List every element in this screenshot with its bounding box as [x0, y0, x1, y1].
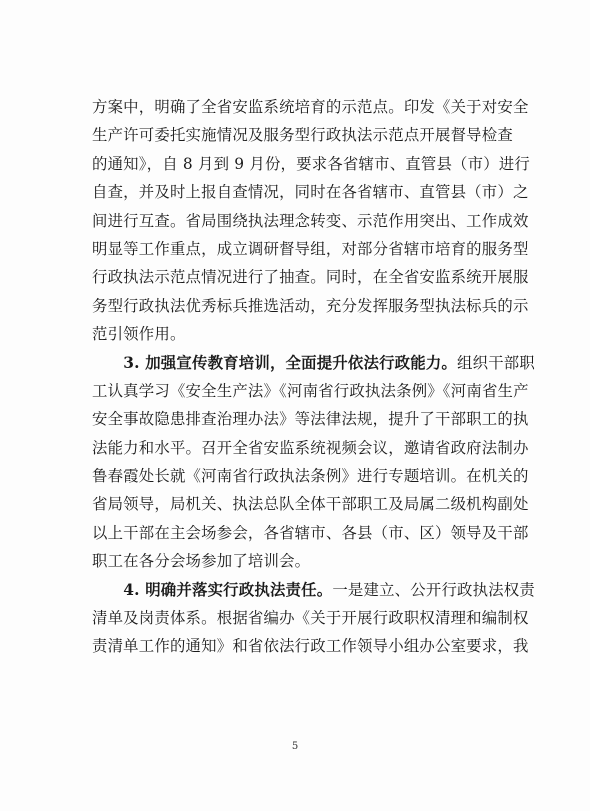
text-line: 务型行政执法优秀标兵推选活动，充分发挥服务型执法标兵的示 [92, 296, 529, 315]
text-line: 省局领导，局机关、执法总队全体干部职工及局属二级机构副处 [92, 495, 529, 514]
text-line: 间进行互查。省局围绕执法理念转变、示范作用突出、工作成效 [92, 211, 529, 230]
text-line: 清单及岗责体系。根据省编办《关于开展行政职权清理和编制权 [92, 609, 529, 628]
text-line: 法能力和水平。召开全省安监系统视频会议，邀请省政府法制办 [92, 438, 529, 457]
body-text [92, 93, 535, 661]
section-heading-line: 3. 加强宣传教育培训，全面提升依法行政能力。组织干部职 [123, 353, 535, 372]
page-number: 5 [291, 741, 299, 752]
text-line: 方案中，明确了全省安监系统培育的示范点。印发《关于对安全 [92, 98, 529, 116]
text-line: 生产许可委托实施情况及服务型行政执法示范点开展督导检查 [92, 126, 513, 145]
text-line: 安全事故隐患排查治理办法》等法律法规，提升了干部职工的执 [92, 410, 529, 429]
section-heading: 4. 明确并落实行政执法责任。 [123, 580, 333, 599]
text-line: 自查，并及时上报自查情况，同时在各省辖市、直管县（市）之 [92, 183, 529, 202]
section-heading-line: 4. 明确并落实行政执法责任。一是建立、公开行政执法权责 [123, 580, 535, 599]
text-line: 行政执法示范点情况进行了抽查。同时，在全省安监系统开展服 [92, 268, 529, 287]
text-line: 职工在各分会场参加了培训会。 [92, 552, 311, 571]
text-line: 范引领作用。 [92, 325, 186, 344]
text-line: 明显等工作重点，成立调研督导组，对部分省辖市培育的服务型 [92, 239, 529, 258]
section-heading: 3. 加强宣传教育培训，全面提升依法行政能力。 [123, 353, 458, 372]
text-line: 鲁春霞处长就《河南省行政执法条例》进行专题培训。在机关的 [92, 467, 529, 486]
text-line: 责清单工作的通知》和省依法行政工作领导小组办公室要求，我 [92, 637, 529, 656]
text-line: 的通知》，自 8 月到 9 月份，要求各省辖市、直管县（市）进行 [92, 154, 531, 173]
text-line: 以上干部在主会场参会，各省辖市、各县（市、区）领导及干部 [92, 523, 529, 542]
text-line: 工认真学习《安全生产法》《河南省行政执法条例》《河南省生产 [92, 381, 529, 400]
